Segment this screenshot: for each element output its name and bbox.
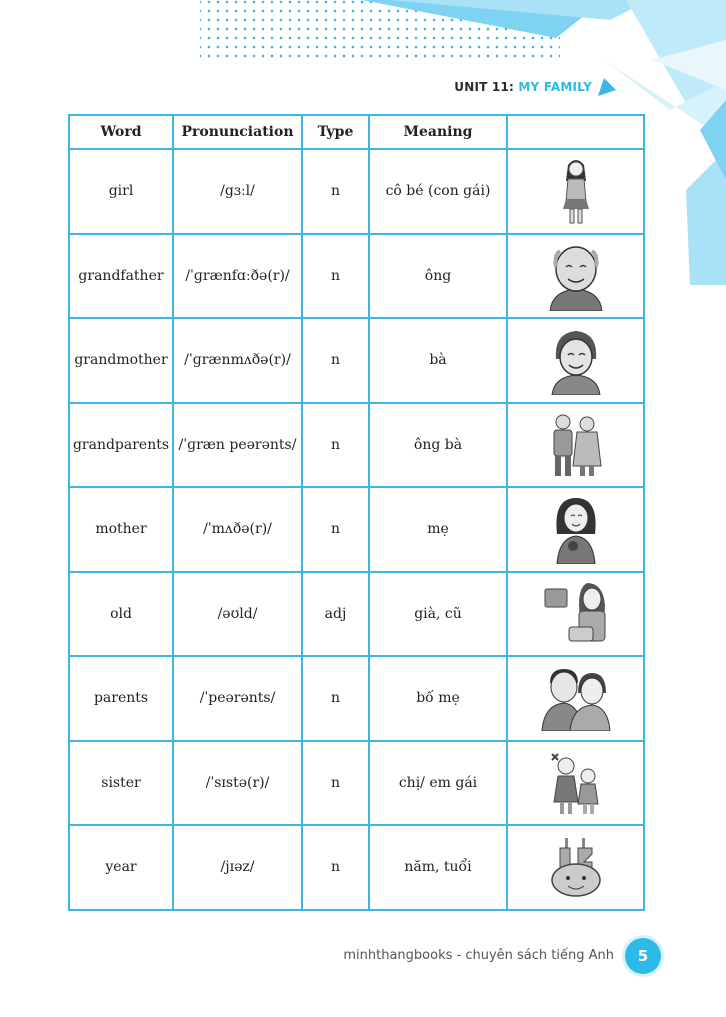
- word-cell: sister: [69, 741, 173, 826]
- sister-picture: [546, 748, 606, 818]
- picture-cell: [507, 234, 644, 319]
- meaning-cell: bà: [369, 318, 507, 403]
- picture-cell: [507, 572, 644, 657]
- meaning-cell: ông: [369, 234, 507, 319]
- picture-cell: [507, 318, 644, 403]
- picture-cell: [507, 825, 644, 910]
- meaning-cell: già, cũ: [369, 572, 507, 657]
- column-header-word: Word: [69, 115, 173, 149]
- unit-name: MY FAMILY: [518, 80, 592, 94]
- table-row: [69, 149, 644, 234]
- mother-picture: [551, 494, 601, 564]
- column-header-type: Type: [302, 115, 369, 149]
- picture-cell: [507, 149, 644, 234]
- grandmother-picture: [546, 325, 606, 395]
- picture-cell: [507, 487, 644, 572]
- table-row: [69, 234, 644, 319]
- grandfather-picture: [544, 241, 608, 311]
- table-row: [69, 318, 644, 403]
- meaning-cell: năm, tuổi: [369, 825, 507, 910]
- parents-picture: [538, 665, 614, 731]
- pronunciation-cell: /gɜːl/: [173, 149, 302, 234]
- table-row: [69, 403, 644, 488]
- pronunciation-cell: /ˈsɪstə(r)/: [173, 741, 302, 826]
- type-cell: n: [302, 487, 369, 572]
- pronunciation-cell: /ˈmʌðə(r)/: [173, 487, 302, 572]
- pronunciation-cell: /ˈɡræn peərənts/: [173, 403, 302, 488]
- type-cell: n: [302, 149, 369, 234]
- table-row: [69, 656, 644, 741]
- picture-cell: [507, 741, 644, 826]
- meaning-cell: chị/ em gái: [369, 741, 507, 826]
- table-header-row: [69, 115, 644, 149]
- pronunciation-cell: /ˈɡrænfɑːðə(r)/: [173, 234, 302, 319]
- word-cell: old: [69, 572, 173, 657]
- pronunciation-cell: /ˈpeərənts/: [173, 656, 302, 741]
- column-header-picture: [507, 115, 644, 149]
- word-cell: year: [69, 825, 173, 910]
- word-cell: mother: [69, 487, 173, 572]
- meaning-cell: ông bà: [369, 403, 507, 488]
- word-cell: grandmother: [69, 318, 173, 403]
- old-picture: [541, 579, 611, 649]
- word-cell: girl: [69, 149, 173, 234]
- vocabulary-table: [68, 114, 645, 911]
- meaning-cell: mẹ: [369, 487, 507, 572]
- table-row: [69, 825, 644, 910]
- type-cell: adj: [302, 572, 369, 657]
- type-cell: n: [302, 656, 369, 741]
- column-header-pronunciation: Pronunciation: [173, 115, 302, 149]
- pronunciation-cell: /əʊld/: [173, 572, 302, 657]
- type-cell: n: [302, 234, 369, 319]
- unit-label: UNIT 11:: [454, 80, 515, 94]
- table-row: [69, 572, 644, 657]
- type-cell: n: [302, 825, 369, 910]
- table-row: [69, 741, 644, 826]
- pronunciation-cell: /ˈɡrænmʌðə(r)/: [173, 318, 302, 403]
- column-header-meaning: Meaning: [369, 115, 507, 149]
- publisher-footer: minhthangbooks - chuyên sách tiếng Anh: [343, 948, 614, 963]
- unit-title: [454, 80, 592, 94]
- word-cell: parents: [69, 656, 173, 741]
- word-cell: grandfather: [69, 234, 173, 319]
- type-cell: n: [302, 318, 369, 403]
- type-cell: n: [302, 741, 369, 826]
- table-row: [69, 487, 644, 572]
- pronunciation-cell: /jɪəz/: [173, 825, 302, 910]
- grandparents-picture: [541, 410, 611, 480]
- meaning-cell: bố mẹ: [369, 656, 507, 741]
- page-number: 5: [625, 938, 661, 974]
- picture-cell: [507, 656, 644, 741]
- girl-picture: [556, 155, 596, 227]
- word-cell: grandparents: [69, 403, 173, 488]
- meaning-cell: cô bé (con gái): [369, 149, 507, 234]
- picture-cell: [507, 403, 644, 488]
- year-picture: [546, 834, 606, 900]
- type-cell: n: [302, 403, 369, 488]
